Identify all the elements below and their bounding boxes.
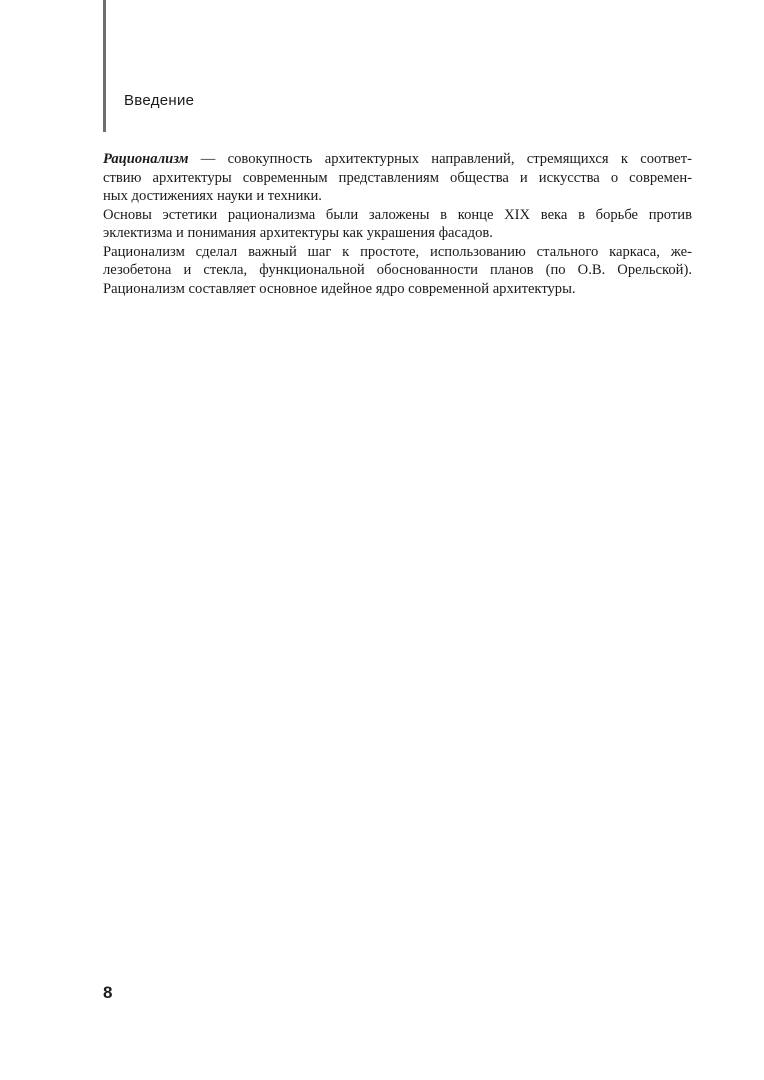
text-line: Рационализм составляет основное идейное ядро современной архитектуры. [103, 280, 576, 297]
paragraph-definition [103, 150, 692, 206]
paragraph-origins [103, 206, 692, 243]
text-line: ствию архитектуры современным представлениям общества и искусства о современ- [103, 169, 692, 186]
header-vertical-rule [103, 0, 106, 132]
text-line: Рационализм сделал важный шаг к простоте, использованию стального каркаса, же- [103, 243, 692, 260]
text-line: эклектизма и понимания архитектуры как украшения фасадов. [103, 225, 493, 241]
text-line: лезобетона и стекла, функциональной обоснованности планов (по О.В. Орельской). [103, 262, 692, 278]
text-fragment: — совокупность архитектурных направлений, стремящихся к соответ- [188, 151, 692, 167]
body-text [103, 150, 692, 298]
page-number: 8 [103, 983, 113, 1002]
defined-term: Рационализм [103, 151, 189, 167]
text-line: ных достижениях науки и техники. [103, 188, 322, 204]
section-title: Введение [124, 92, 195, 109]
text-line [103, 150, 692, 169]
text-line: Основы эстетики рационализма были заложены в конце XIX века в борьбе против [103, 206, 692, 223]
paragraph-achievements [103, 243, 692, 299]
